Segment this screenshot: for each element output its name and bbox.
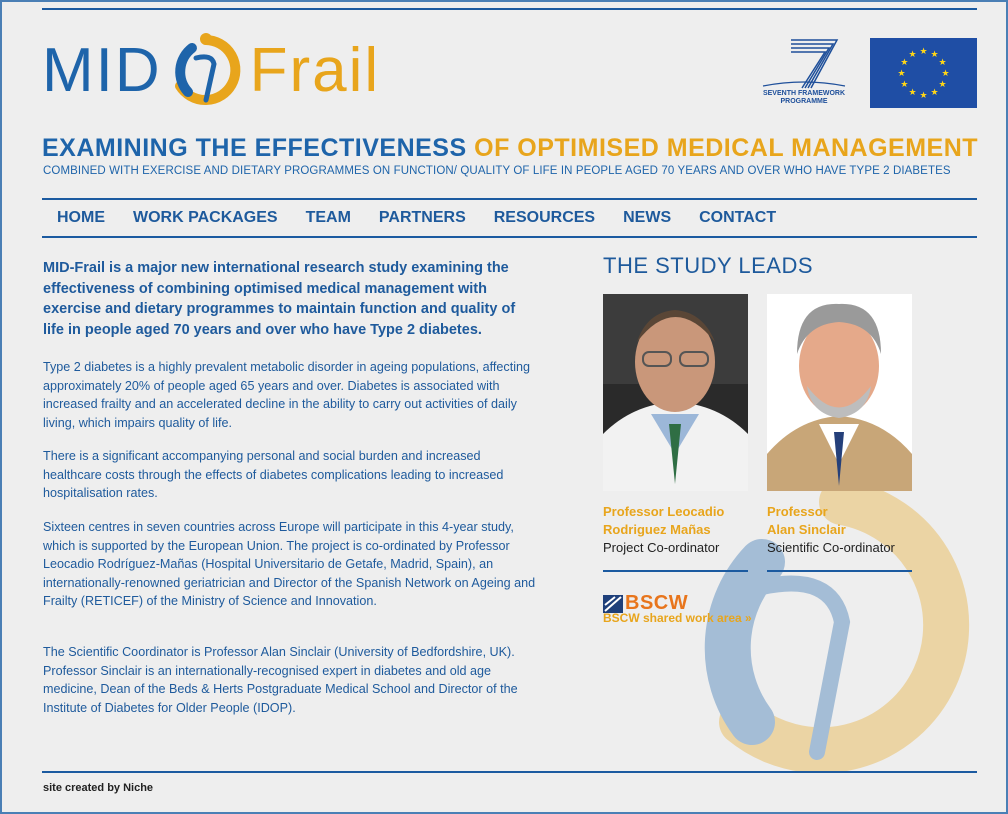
paragraph-4: The Scientific Coordinator is Professor Alan Sinclair (University of Bedfordshire, UK). Professor Sinclair is an internationally-recognised expert in diabetes and old age medicine, Dean of the Beds & Herts Postgraduate Medical School and Director of the Institute of Diabetes for Older People (IDOP). xyxy=(43,645,518,715)
bscw-logo-icon xyxy=(603,595,623,613)
eu-star: ★ xyxy=(900,79,909,89)
nav-team[interactable]: TEAM xyxy=(305,209,351,226)
logo-figure-icon xyxy=(166,30,246,110)
eu-star: ★ xyxy=(919,46,928,56)
nav-partners[interactable]: PARTNERS xyxy=(378,209,466,226)
lead-2-rule xyxy=(767,570,912,572)
eu-star: ★ xyxy=(930,48,939,59)
eu-star: ★ xyxy=(900,57,909,67)
fp7-caption-line2: PROGRAMME xyxy=(780,98,828,105)
nav-news[interactable]: NEWS xyxy=(623,209,672,226)
intro-text: MID-Frail is a major new international research study examining the effectiveness of combining optimised medical management with exercise and dietary programmes to maintain function and quality of life in people aged 70 years and over who have Type 2 diabetes. xyxy=(43,260,516,338)
nav-home[interactable]: HOME xyxy=(57,209,105,226)
main-nav xyxy=(42,200,977,236)
fp7-caption xyxy=(759,90,849,106)
fp7-seven-icon xyxy=(759,36,849,90)
study-leads-title: THE STUDY LEADS xyxy=(603,253,814,278)
lead-2-name-line1: Professor xyxy=(767,504,828,519)
paragraph-2: There is a significant accompanying personal and social burden and increased healthcare costs through the effects of diabetes complications leading to increased hospitalisation rates. xyxy=(43,449,504,500)
headline-blue: EXAMINING THE EFFECTIVENESS xyxy=(42,134,467,162)
eu-star: ★ xyxy=(908,87,917,98)
eu-star: ★ xyxy=(908,48,917,59)
lead-1-rule xyxy=(603,570,748,572)
lead-1-photo xyxy=(603,294,748,491)
lead-1-name-line2: Rodriguez Mañas xyxy=(603,522,711,537)
eu-star: ★ xyxy=(919,90,928,100)
nav-resources[interactable]: RESOURCES xyxy=(493,209,596,226)
logo-mid-text: MID xyxy=(42,35,162,105)
paragraph-3: Sixteen centres in seven countries across Europe will participate in this 4-year study, which is supported by the European Union. The project is co-ordinated by Professor Leocadio Rodríguez-Mañas (Hospital Universitario de Getafe, Madrid, Spain), an internationally-renowned geriatrician and Director of the Spanish Network on Ageing and Frailty (RETICEF) of the Ministry of Science and Innovation. xyxy=(43,520,536,608)
page-subheadline: COMBINED WITH EXERCISE AND DIETARY PROGRAMMES ON FUNCTION/ QUALITY OF LIFE IN PEOPLE AGED 70 YEARS AND OVER WHO HAVE TYPE 2 DIABETES xyxy=(43,165,951,177)
page-headline xyxy=(42,134,982,163)
eu-flag xyxy=(870,38,977,108)
nav-contact[interactable]: CONTACT xyxy=(699,209,777,226)
bscw-shared-work-area-link[interactable]: BSCW shared work area » xyxy=(603,611,752,625)
nav-bottom-rule xyxy=(42,236,977,238)
top-rule xyxy=(42,8,977,10)
footer-rule xyxy=(42,771,977,773)
fp7-logo xyxy=(759,36,849,111)
lead-2-photo xyxy=(767,294,912,491)
lead-2-role: Scientific Co-ordinator xyxy=(767,540,895,555)
logo-frail-text: Frail xyxy=(249,35,381,105)
headline-orange: OF OPTIMISED MEDICAL MANAGEMENT xyxy=(474,134,979,162)
bscw-logo-text: BSCW xyxy=(625,592,689,614)
eu-star: ★ xyxy=(938,57,947,67)
eu-star: ★ xyxy=(941,68,950,78)
eu-star: ★ xyxy=(897,68,906,78)
eu-stars-icon xyxy=(870,38,977,108)
nav-work-packages[interactable]: WORK PACKAGES xyxy=(133,209,278,226)
lead-2-name xyxy=(767,503,846,539)
site-logo[interactable] xyxy=(42,30,380,110)
fp7-caption-line1: SEVENTH FRAMEWORK xyxy=(762,90,846,97)
paragraph-1: Type 2 diabetes is a highly prevalent metabolic disorder in ageing populations, affecting approximately 20% of people aged 65 years and over. Diabetes is associated with increased frailty and an accelerated decline in the ability to carry out activities of daily living, which impairs quality of life. xyxy=(43,360,531,430)
lead-2-name-line2: Alan Sinclair xyxy=(767,522,846,537)
lead-1-name-line1: Professor Leocadio xyxy=(603,504,725,519)
lead-1-role: Project Co-ordinator xyxy=(603,540,720,555)
footer-credit: site created by Niche xyxy=(43,782,154,794)
eu-star: ★ xyxy=(938,79,947,89)
lead-1-name xyxy=(603,503,724,539)
eu-star: ★ xyxy=(930,87,939,98)
